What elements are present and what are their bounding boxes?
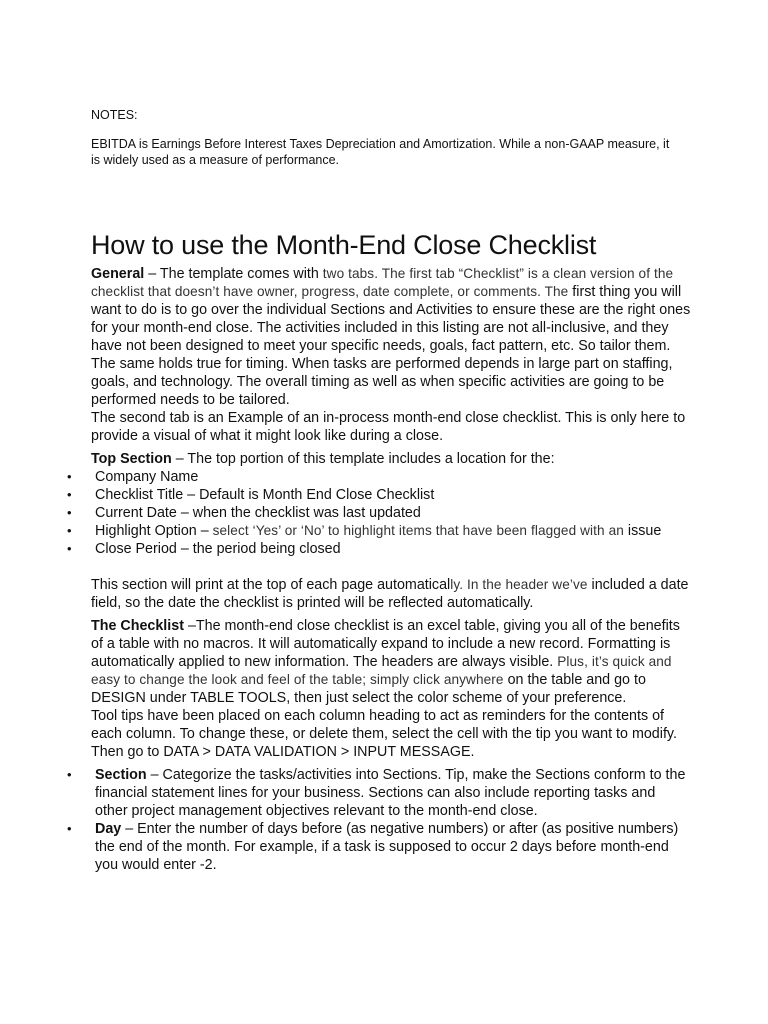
- second-tab-paragraph: The second tab is an Example of an in-process month-end close checklist. This is only here to provide a visual of what it might look like during a close.: [91, 410, 686, 444]
- column-description: – Categorize the tasks/activities into Sections. Tip, make the Sections conform to the financial statement lines for your business. Sections can also include reporting tasks and other project management objectives relevant to the month-end close.: [95, 767, 686, 819]
- general-text: first thing you will want to do is to go over the individual Sections and Activities to ensure these are the right ones for your month-end close. The activities included in this listing are not all-inclusive, and they have not been designed to meet your specific needs, goals, fact pattern, etc. So tailor them. The same holds true for timing. When tasks are performed depends in large part on staffing, goals, and technology. The overall timing as well as when specific activities are going to be performed needs to be tailored.: [91, 284, 691, 408]
- body-text: [67, 265, 691, 874]
- notes-label: NOTES:: [91, 108, 138, 122]
- bullet-icon: •: [67, 469, 72, 484]
- top-section-list: [67, 468, 691, 558]
- print-note-paragraph: [91, 576, 691, 612]
- general-text-light: two tabs. The first tab “Checklist” is a clean version of the checklist that doesn’t have owner, progress, date complete, or comments. The: [91, 266, 674, 299]
- page-title: How to use the Month-End Close Checklist: [91, 230, 597, 260]
- list-item-text-tail: issue: [627, 523, 662, 539]
- list-item: [67, 540, 691, 558]
- checklist-paragraph: [91, 617, 691, 707]
- list-item-text: Checklist Title – Default is Month End Close Checklist: [95, 487, 435, 503]
- list-item: [67, 486, 691, 504]
- bullet-icon: •: [67, 541, 72, 556]
- list-item-text-light: select ‘Yes’ or ‘No’ to highlight items that have been flagged with an: [212, 523, 624, 538]
- print-note-text-end: included a date field, so the date the checklist is printed will be reflected automatically.: [91, 577, 689, 611]
- column-description: – Enter the number of days before (as negative numbers) or after (as positive numbers) the end of the month. For example, if a task is supposed to occur 2 days before month-end you would enter -2.: [95, 821, 679, 873]
- general-paragraph: [91, 265, 691, 409]
- bullet-icon: •: [67, 487, 72, 502]
- list-item-text: Company Name: [95, 469, 199, 485]
- checklist-text: –The month-end close checklist is an excel table, giving you all of the benefits of a table with no macros. It will automatically expand to include a new record. Formatting is automatically applied to new information. The headers are always visible.: [91, 618, 680, 670]
- list-item: [67, 504, 691, 522]
- column-heading: Section: [95, 767, 147, 783]
- list-item: [67, 522, 691, 540]
- checklist-text-end: on the table and go to DESIGN under TABLE TOOLS, then just select the color scheme of your preference.: [91, 672, 646, 706]
- bullet-icon: •: [67, 505, 72, 520]
- list-item: [67, 766, 691, 820]
- list-item: [67, 820, 691, 874]
- top-section-heading: Top Section: [91, 451, 172, 467]
- print-note-text-light: ly. In the header we’ve: [450, 577, 588, 592]
- print-note-text: This section will print at the top of each page automatical: [91, 577, 451, 593]
- bullet-icon: •: [67, 523, 72, 538]
- list-item-text: Current Date – when the checklist was last updated: [95, 505, 421, 521]
- notes-text: EBITDA is Earnings Before Interest Taxes Depreciation and Amortization. While a non-GAAP measure, it is widely used as a measure of performance.: [91, 137, 670, 167]
- column-list: [67, 766, 691, 874]
- list-item-text: Highlight Option –: [95, 523, 213, 539]
- checklist-text-light: Plus, it’s quick and easy to change the look and feel of the table; simply click anywhere: [91, 654, 672, 687]
- list-item: [67, 468, 691, 486]
- top-section-paragraph: [91, 450, 691, 468]
- tooltips-paragraph: Tool tips have been placed on each column heading to act as reminders for the contents of each column. To change these, or delete them, select the cell with the tip you want to modify. Then go to DATA > DATA VALIDATION > INPUT MESSAGE.: [91, 708, 677, 760]
- list-item-text: Close Period – the period being closed: [95, 541, 341, 557]
- checklist-heading: The Checklist: [91, 618, 184, 634]
- general-heading: General: [91, 266, 145, 282]
- top-section-intro: – The top portion of this template includes a location for the:: [171, 451, 555, 467]
- bullet-icon: •: [67, 767, 72, 782]
- bullet-icon: •: [67, 821, 72, 836]
- column-heading: Day: [95, 821, 122, 837]
- general-dash: – The template comes with: [144, 266, 323, 282]
